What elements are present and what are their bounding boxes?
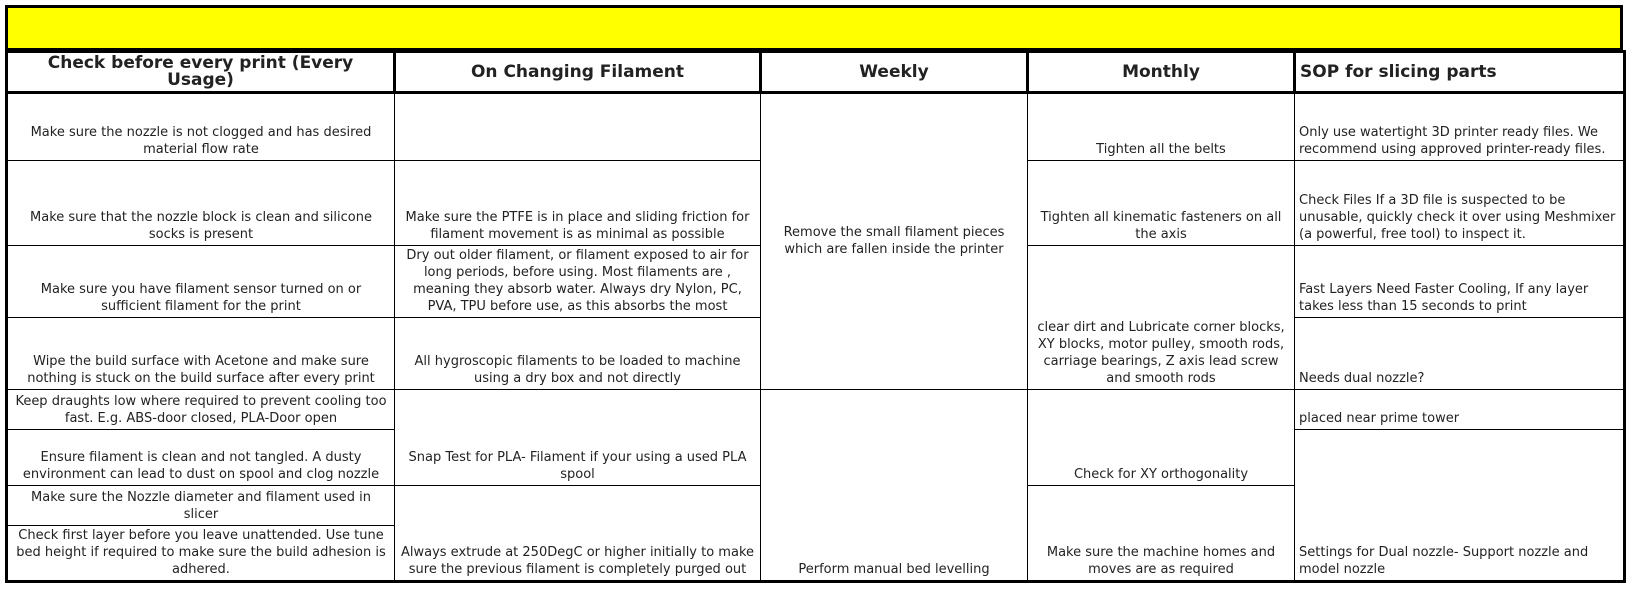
monthly-cell: Tighten all the belts: [1028, 93, 1295, 161]
every-print-cell: Keep draughts low where required to prevent cooling too fast. E.g. ABS-door closed, PLA-Door open: [7, 390, 395, 430]
every-print-cell: Ensure filament is clean and not tangled. A dusty environment can lead to dust on spool and clog nozzle: [7, 430, 395, 486]
table-row: [7, 93, 1625, 161]
header-weekly: Weekly: [761, 52, 1028, 93]
weekly-cell: Perform manual bed levelling: [761, 390, 1028, 582]
header-monthly: Monthly: [1028, 52, 1295, 93]
monthly-cell: Make sure the machine homes and moves are as required: [1028, 486, 1295, 582]
changing-filament-cell: Always extrude at 250DegC or higher initially to make sure the previous filament is completely purged out: [395, 486, 761, 582]
weekly-cell: Remove the small filament pieces which are fallen inside the printer: [761, 93, 1028, 390]
every-print-cell: Make sure the Nozzle diameter and filament used in slicer: [7, 486, 395, 526]
monthly-cell: clear dirt and Lubricate corner blocks, XY blocks, motor pulley, smooth rods, carriage bearings, Z axis lead screw and smooth rods: [1028, 246, 1295, 390]
header-changing-filament: On Changing Filament: [395, 52, 761, 93]
changing-filament-cell: Make sure the PTFE is in place and sliding friction for filament movement is as minimal as possible: [395, 161, 761, 246]
sop-cell: Only use watertight 3D printer ready files. We recommend using approved printer-ready files.: [1295, 93, 1625, 161]
sop-cell: Fast Layers Need Faster Cooling, If any layer takes less than 15 seconds to print: [1295, 246, 1625, 318]
every-print-cell: Wipe the build surface with Acetone and make sure nothing is stuck on the build surface after every print: [7, 318, 395, 390]
sop-cell: Needs dual nozzle?: [1295, 318, 1625, 390]
every-print-cell: Check first layer before you leave unattended. Use tune bed height if required to make sure the build adhesion is adhered.: [7, 526, 395, 582]
table-row: [7, 390, 1625, 430]
every-print-cell: Make sure you have filament sensor turned on or sufficient filament for the print: [7, 246, 395, 318]
changing-filament-cell: [395, 93, 761, 161]
header-every-print: Check before every print (Every Usage): [7, 52, 395, 93]
changing-filament-cell: All hygroscopic filaments to be loaded to machine using a dry box and not directly: [395, 318, 761, 390]
monthly-cell: Tighten all kinematic fasteners on all the axis: [1028, 161, 1295, 246]
changing-filament-cell: Dry out older filament, or filament exposed to air for long periods, before using. Most filaments are , meaning they absorb water. Always dry Nylon, PC, PVA, TPU before use, as this absorbs the most: [395, 246, 761, 318]
header-sop: SOP for slicing parts: [1295, 52, 1625, 93]
maintenance-table: [5, 50, 1626, 583]
sop-cell: Check Files If a 3D file is suspected to be unusable, quickly check it over using Meshmixer (a powerful, free tool) to inspect it.: [1295, 161, 1625, 246]
title-bar: [5, 5, 1623, 51]
header-row: [7, 52, 1625, 93]
sop-cell: placed near prime tower: [1295, 390, 1625, 430]
monthly-cell: Check for XY orthogonality: [1028, 390, 1295, 486]
every-print-cell: Make sure that the nozzle block is clean and silicone socks is present: [7, 161, 395, 246]
changing-filament-cell: Snap Test for PLA- Filament if your using a used PLA spool: [395, 390, 761, 486]
sop-cell: Settings for Dual nozzle- Support nozzle and model nozzle: [1295, 430, 1625, 582]
every-print-cell: Make sure the nozzle is not clogged and has desired material flow rate: [7, 93, 395, 161]
